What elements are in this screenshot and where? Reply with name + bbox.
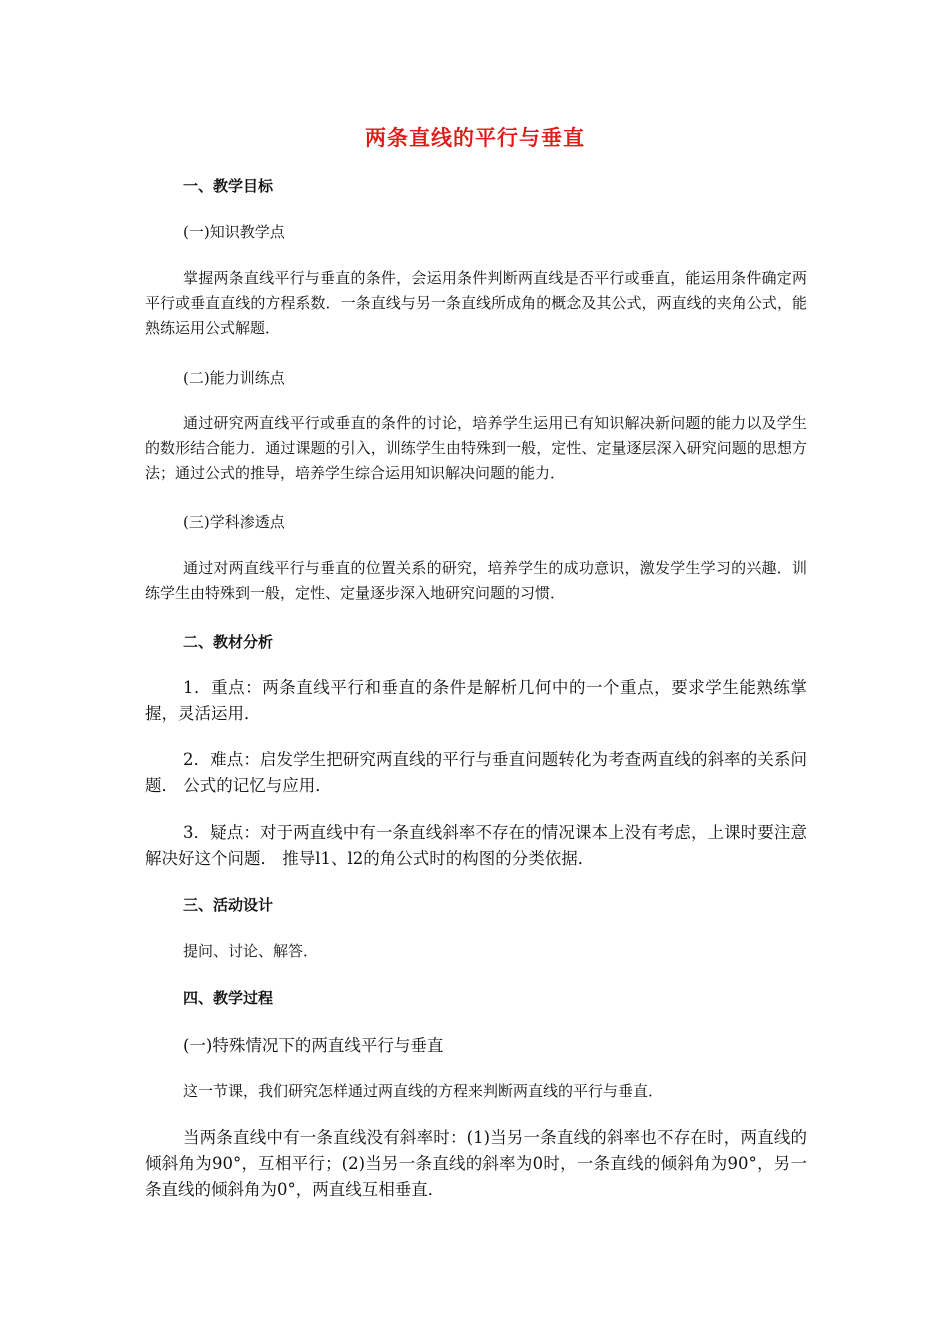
- document-title: 两条直线的平行与垂直: [365, 126, 585, 150]
- paragraph-subject: 通过对两直线平行与垂直的位置关系的研究，培养学生的成功意识，激发学生学习的兴趣．训练学生由特殊到一般，定性、定量逐步深入地研究问题的习惯．: [145, 559, 807, 602]
- section-heading-activity: 三、活动设计: [183, 896, 274, 914]
- section-heading-process: 四、教学过程: [183, 989, 274, 1007]
- section-heading-objectives: 一、教学目标: [183, 177, 274, 195]
- paragraph-no-slope: 当两条直线中有一条直线没有斜率时：(1)当另一条直线的斜率也不存在时，两直线的倾斜角为90°，互相平行；(2)当另一条直线的斜率为0时，一条直线的倾斜角为90°，另一条直线的倾斜角为0°，两直线互相垂直．: [145, 1128, 807, 1199]
- paragraph-ability: 通过研究两直线平行或垂直的条件的讨论，培养学生运用已有知识解决新问题的能力以及学生的数形结合能力．通过课题的引入，训练学生由特殊到一般，定性、定量逐层深入研究问题的思想方法；通过公式的推导，培养学生综合运用知识解决问题的能力．: [145, 414, 807, 482]
- paragraph-intro: 这一节课，我们研究怎样通过两直线的方程来判断两直线的平行与垂直．: [183, 1082, 664, 1100]
- section-heading-analysis: 二、教材分析: [183, 633, 274, 651]
- subheading-ability: (二)能力训练点: [183, 369, 285, 387]
- paragraph-key-point: 1．重点：两条直线平行和垂直的条件是解析几何中的一个重点，要求学生能熟练掌握，灵活运用．: [145, 678, 807, 723]
- paragraph-doubt: 3．疑点：对于两直线中有一条直线斜率不存在的情况课本上没有考虑，上课时要注意解决好这个问题． 推导l1、l2的角公式时的构图的分类依据．: [145, 823, 807, 868]
- paragraph-knowledge: 掌握两条直线平行与垂直的条件，会运用条件判断两直线是否平行或垂直，能运用条件确定两平行或垂直直线的方程系数．一条直线与另一条直线所成角的概念及其公式，两直线的夹角公式，能熟练运用公式解题．: [145, 269, 807, 337]
- subheading-subject: (三)学科渗透点: [183, 513, 285, 531]
- subheading-knowledge: (一)知识教学点: [183, 223, 285, 241]
- paragraph-activity: 提问、讨论、解答．: [183, 942, 319, 960]
- paragraph-difficulty: 2．难点：启发学生把研究两直线的平行与垂直问题转化为考查两直线的斜率的关系问题． 公式的记忆与应用．: [145, 750, 807, 795]
- subheading-special-case: (一)特殊情况下的两直线平行与垂直: [183, 1036, 444, 1055]
